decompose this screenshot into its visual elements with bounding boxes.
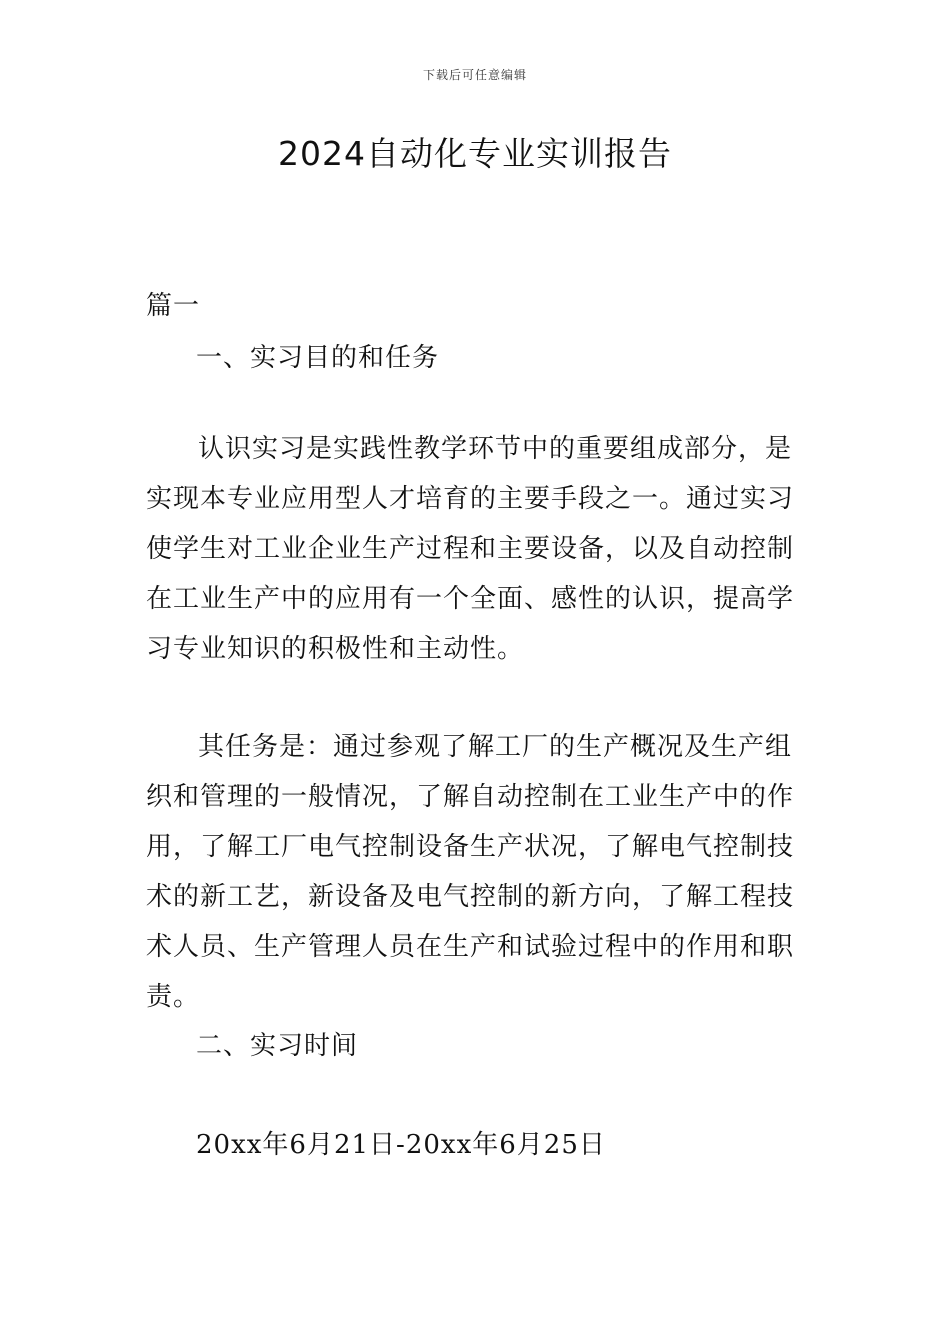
paragraph-purpose: 认识实习是实践性教学环节中的重要组成部分，是实现本专业应用型人才培育的主要手段之一。通过实习使学生对工业企业生产过程和主要设备，以及自动控制在工业生产中的应用有一个全面、感性的认识，提高学习专业知识的积极性和主动性。 — [146, 434, 795, 664]
document-title: 2024自动化专业实训报告 — [278, 134, 672, 173]
section-heading-purpose: 一、实习目的和任务 — [196, 343, 440, 373]
section-label: 篇一 — [146, 291, 201, 321]
header-note: 下载后可任意编辑 — [422, 68, 527, 82]
internship-date-range: 20xx年6月21日-20xx年6月25日 — [196, 1130, 606, 1160]
section-heading-time: 二、实习时间 — [196, 1031, 359, 1061]
paragraph-tasks: 其任务是：通过参观了解工厂的生产概况及生产组织和管理的一般情况，了解自动控制在工业生产中的作用，了解工厂电气控制设备生产状况，了解电气控制技术的新工艺，新设备及电气控制的新方向，了解工程技术人员、生产管理人员在生产和试验过程中的作用和职责。 — [146, 732, 795, 1012]
